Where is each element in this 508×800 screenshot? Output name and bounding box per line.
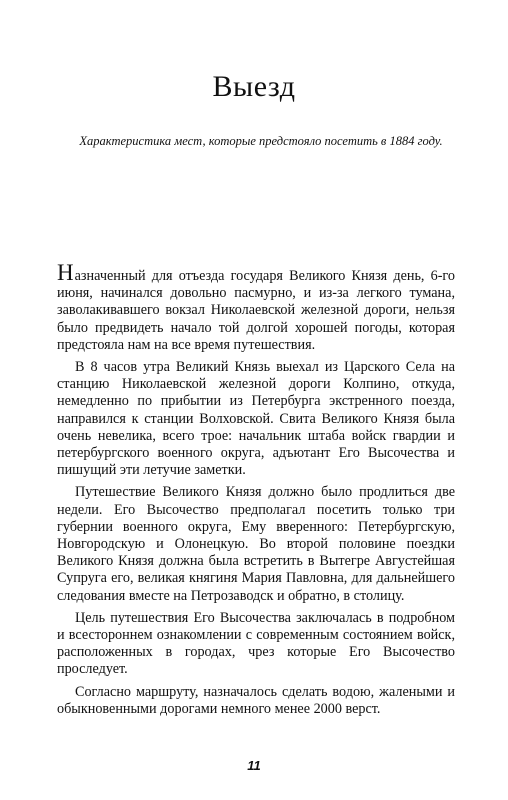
drop-cap: Н bbox=[57, 260, 74, 285]
paragraph-2: В 8 часов утра Великий Князь выехал из Царского Села на станцию Николаевской железной дороги Колпино, откуда, немедленно по прибытии из Петербурга экстренного поезда, направился к станции Волховской. Свита Великого Князя была очень невелика, всего трое: начальник штаба войск гвардии и петербургского военного округа, адъютант Его Высочества и пишущий эти летучие заметки. bbox=[57, 359, 455, 479]
paragraph-5: Согласно маршруту, назначалось сделать водою, жалеными и обыкновенными дорогами немного менее 2000 верст. bbox=[57, 683, 455, 717]
chapter-body bbox=[57, 260, 455, 723]
paragraph-3: Путешествие Великого Князя должно было продлиться две недели. Его Высочество предполагал посетить только три губернии военного округа, Ему вверенного: Петербургскую, Новгородскую и Олонецкую. Во второй половине поездки Великого Князя должна была встретить в Вытегре Августейшая Супруга его, великая княгиня Мария Павловна, для дальнейшего следования вместе на Петрозаводск и обратно, в столицу. bbox=[57, 484, 455, 604]
paragraph-1 bbox=[57, 260, 455, 354]
paragraph-4: Цель путешествия Его Высочества заключалась в подробном и всестороннем ознакомлении с современным состоянием войск, расположенных в городах, чрез которые Его Высочество проследует. bbox=[57, 609, 455, 678]
chapter-subtitle: Характеристика мест, которые предстояло посетить в 1884 году. bbox=[79, 134, 443, 148]
page-number: 11 bbox=[247, 758, 261, 773]
chapter-title: Выезд bbox=[212, 70, 296, 103]
paragraph-1-text: азначенный для отъезда государя Великого Князя день, 6-го июня, начинался довольно пасмурно, и из-за легкого тумана, заволакивавшего вокзал Николаевской железной дороги, нельзя было предвидеть начало той долгой хорошей погоды, которая предстояла нам на все время путешествия. bbox=[57, 268, 455, 353]
